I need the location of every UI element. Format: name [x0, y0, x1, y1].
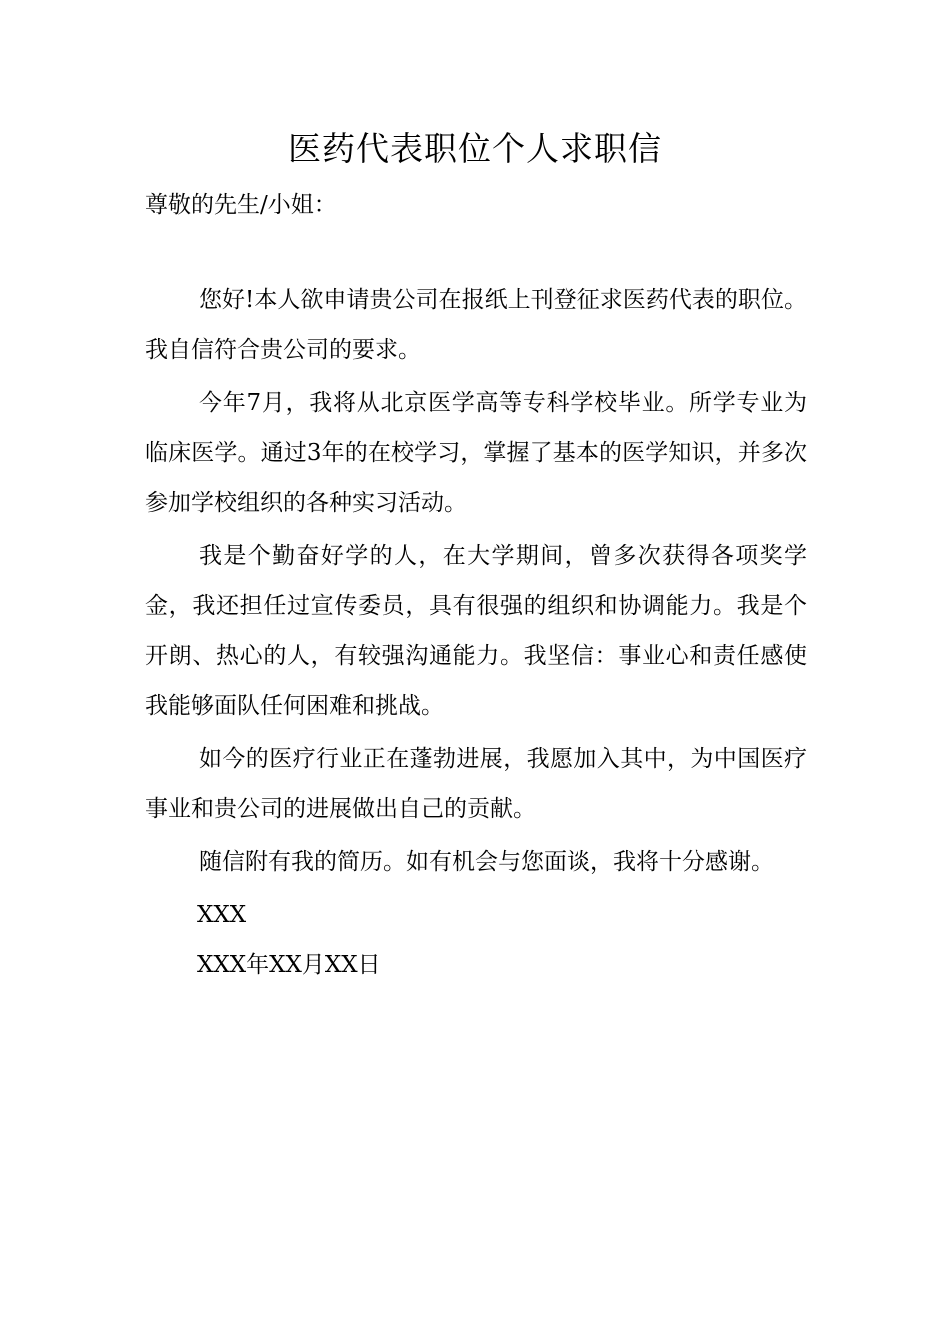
paragraph-intro: 您好!本人欲申请贵公司在报纸上刊登征求医药代表的职位。我自信符合贵公司的要求。: [145, 287, 807, 363]
signature-name: XXX: [197, 902, 247, 928]
letter-body: [145, 180, 807, 990]
paragraph-closing: 随信附有我的简历。如有机会与您面谈，我将十分感谢。: [199, 849, 774, 875]
page-title: 医药代表职位个人求职信: [288, 129, 662, 168]
paragraph-education: 今年7月，我将从北京医学高等专科学校毕业。所学专业为临床医学。通过3年的在校学习，掌握了基本的医学知识，并多次参加学校组织的各种实习活动。: [145, 390, 807, 516]
paragraph-personality: 我是个勤奋好学的人，在大学期间，曾多次获得各项奖学金，我还担任过宣传委员，具有很强的组织和协调能力。我是个开朗、热心的人，有较强沟通能力。我坚信：事业心和责任感使我能够面队任何困难和挑战。: [145, 543, 807, 719]
salutation: 尊敬的先生/小姐：: [145, 192, 337, 218]
signature-date: XXX年XX月XX日: [197, 952, 381, 978]
paragraph-motivation: 如今的医疗行业正在蓬勃进展，我愿加入其中，为中国医疗事业和贵公司的进展做出自己的贡献。: [145, 746, 807, 822]
